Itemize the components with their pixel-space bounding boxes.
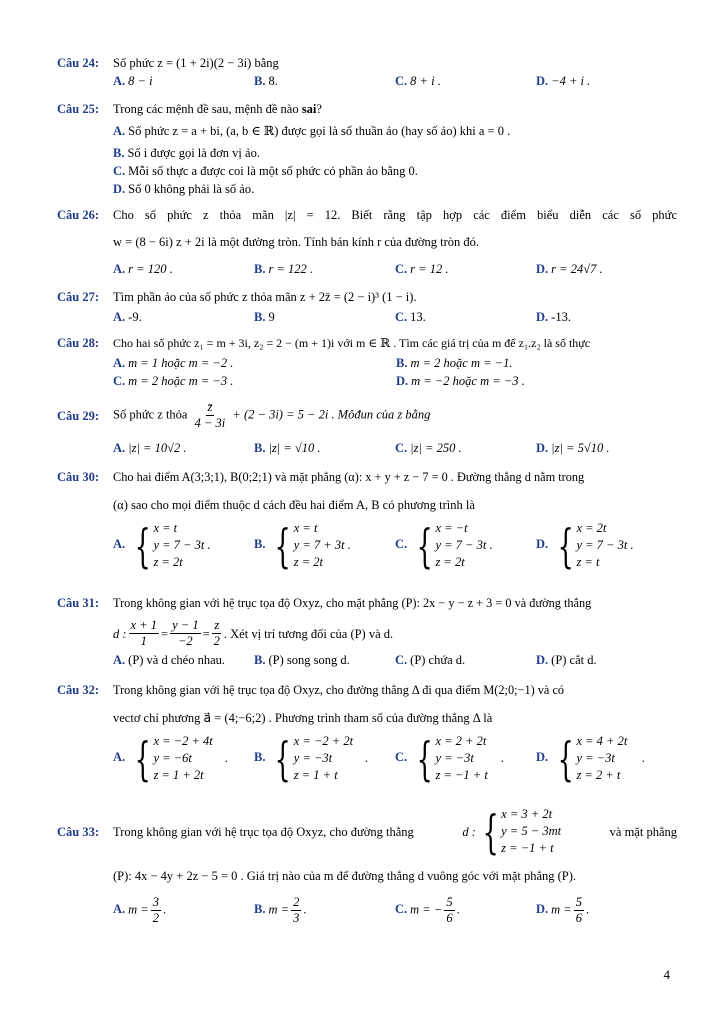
option-d: D. { x = 2t y = 7 − 3t . z = t bbox=[536, 518, 634, 573]
option-b: B. 8. bbox=[254, 74, 278, 88]
equation-system: { x = t y = 7 − 3t . z = 2t bbox=[134, 518, 211, 573]
question-text: Số phức z = (1 + 2i)(2 − 3i) bằng bbox=[113, 56, 279, 70]
question-24 bbox=[57, 54, 677, 90]
equation-system: { x = t y = 7 + 3t . z = 2t bbox=[275, 518, 351, 573]
question-text: Cho hai điểm A(3;3;1), B(0;2;1) và mặt phẳng (α): x + y + z − 7 = 0 . Đường thẳng d nằm trong bbox=[113, 470, 585, 484]
question-label: Câu 24: bbox=[57, 56, 100, 70]
option-c: C. m = − $\frac{5}{6}$ . bbox=[395, 895, 460, 925]
question-33 bbox=[57, 806, 677, 926]
question-text: Trong không gian với hệ trục tọa độ Oxyz, cho đường thẳng Δ đi qua điểm M(2;0;−1) và có bbox=[113, 683, 565, 697]
question-text-cont: d : $\frac{x + 1}{1}$ = $\frac{y - 1}{-2}$ = $\frac{z}{2}$ . Xét vị trí tương đối của (P) và d. bbox=[113, 618, 394, 648]
question-text: Tìm phần ảo của số phức z thỏa mãn z + 2z̄ = (2 − i)³ (1 − i). bbox=[113, 290, 417, 304]
question-label: Câu 33: bbox=[57, 824, 100, 839]
question-text-cont: vectơ chỉ phương a⃗ = (4;−6;2) . Phương trình tham số của đường thẳng Δ là bbox=[113, 711, 493, 725]
option-b: B. (P) song song d. bbox=[254, 653, 350, 667]
option-d: D. { x = 4 + 2t y = −3t . z = 2 + t bbox=[536, 731, 646, 786]
option-b: B. 9 bbox=[254, 310, 275, 324]
question-28 bbox=[57, 334, 677, 390]
equation-system: { x = 2 + 2t y = −3t . z = −1 + t bbox=[416, 731, 505, 786]
question-text: Cho hai số phức z₁ = m + 3i, z₂ = 2 − (m + 1)i với m ∈ ℝ . Tìm các giá trị của m để z₁.z₂ là số thực bbox=[113, 336, 591, 350]
equation-system: { x = 2t y = 7 − 3t . z = t bbox=[557, 518, 634, 573]
option-d: D. (P) cắt d. bbox=[536, 653, 597, 667]
option-d: D. r = 24√7 . bbox=[536, 262, 603, 276]
option-b: B. m = $\frac{2}{3}$ . bbox=[254, 895, 307, 925]
option-b: B. r = 122 . bbox=[254, 262, 314, 276]
option-a: A. (P) và d chéo nhau. bbox=[113, 653, 226, 667]
option-d: D. m = $\frac{5}{6}$ . bbox=[536, 895, 590, 925]
page-number: 4 bbox=[663, 967, 670, 982]
option-b: B. Số i được gọi là đơn vị ảo. bbox=[113, 146, 260, 160]
option-d: D. m = −2 hoặc m = −3 . bbox=[396, 374, 525, 388]
question-27 bbox=[57, 288, 677, 326]
question-text-cont: (P): 4x − 4y + 2z − 5 = 0 . Giá trị nào của m để đường thẳng d vuông góc với mặt phẳng (P). bbox=[113, 869, 577, 883]
equation-system: { x = −2 + 4t y = −6t . z = 1 + 2t bbox=[134, 731, 229, 786]
option-c: C. Mỗi số thực a được coi là một số phức có phần ảo bằng 0. bbox=[113, 164, 418, 178]
question-label: Câu 28: bbox=[57, 336, 100, 350]
question-text: Số phức z thỏa $\frac{z̄}{4 - 3i}$ + (2 − 3i) = 5 − 2i . Môđun của z bằng bbox=[113, 400, 431, 430]
option-c: C. m = 2 hoặc m = −3 . bbox=[113, 374, 234, 388]
option-a: A. m = $\frac{3}{2}$ . bbox=[113, 895, 167, 925]
option-b: B. |z| = √10 . bbox=[254, 441, 321, 455]
option-c: C. { x = 2 + 2t y = −3t . z = −1 + t bbox=[395, 731, 505, 786]
option-c: C. r = 12 . bbox=[395, 262, 449, 276]
option-d: D. -13. bbox=[536, 310, 571, 324]
option-b: B. { x = −2 + 2t y = −3t . z = 1 + t bbox=[254, 731, 369, 786]
question-text: Trong không gian với hệ trục tọa độ Oxyz, cho mặt phẳng (P): 2x − y − z + 3 = 0 và đường thẳng bbox=[113, 596, 592, 610]
option-d: D. −4 + i . bbox=[536, 74, 591, 88]
option-c: C. (P) chứa d. bbox=[395, 653, 466, 667]
question-label: Câu 25: bbox=[57, 102, 100, 116]
option-c: C. 13. bbox=[395, 310, 426, 324]
question-label: Câu 26: bbox=[57, 208, 100, 222]
question-25 bbox=[57, 100, 677, 198]
option-d: D. Số 0 không phải là số ảo. bbox=[113, 182, 255, 196]
question-text-cont: (α) sao cho mọi điểm thuộc d cách đều hai điểm A, B có phương trình là bbox=[113, 498, 475, 512]
equation-system: { x = −2 + 2t y = −3t . z = 1 + t bbox=[275, 731, 369, 786]
option-a: A. { x = t y = 7 − 3t . z = 2t bbox=[113, 518, 211, 573]
question-26 bbox=[57, 206, 677, 278]
option-c: C. |z| = 250 . bbox=[395, 441, 462, 455]
question-text: Trong không gian với hệ trục tọa độ Oxyz, cho đường thẳng d : { x = 3 + 2t y = 5 − 3mt z = −1 + t và mặt phẳng bbox=[113, 804, 677, 859]
option-d: D. |z| = 5√10 . bbox=[536, 441, 610, 455]
question-30 bbox=[57, 468, 677, 571]
option-a: A. r = 120 . bbox=[113, 262, 173, 276]
equation-system: { x = 4 + 2t y = −3t . z = 2 + t bbox=[557, 731, 646, 786]
question-label: Câu 29: bbox=[57, 408, 100, 423]
question-text-cont: w = (8 − 6i) z + 2i là một đường tròn. Tính bán kính r của đường tròn đó. bbox=[113, 235, 480, 249]
equation-system: { x = 3 + 2t y = 5 − 3mt z = −1 + t bbox=[482, 804, 562, 859]
question-label: Câu 31: bbox=[57, 596, 100, 610]
question-label: Câu 32: bbox=[57, 683, 100, 697]
fraction: $\frac{z̄}{4 - 3i}$ bbox=[194, 400, 226, 430]
option-a: A. { x = −2 + 4t y = −6t . z = 1 + 2t bbox=[113, 731, 229, 786]
question-31 bbox=[57, 594, 677, 669]
option-b: B. m = 2 hoặc m = −1. bbox=[396, 356, 513, 370]
option-b: B. { x = t y = 7 + 3t . z = 2t bbox=[254, 518, 351, 573]
question-label: Câu 27: bbox=[57, 290, 100, 304]
question-29 bbox=[57, 400, 677, 457]
question-label: Câu 30: bbox=[57, 470, 100, 484]
equation-system: { x = −t y = 7 − 3t . z = 2t bbox=[416, 518, 493, 573]
option-a: A. m = 1 hoặc m = −2 . bbox=[113, 356, 234, 370]
option-c: C. 8 + i . bbox=[395, 74, 441, 88]
question-text: Cho số phức z thỏa mãn |z| = 12. Biết rằng tập hợp các điểm biểu diễn các số phức bbox=[113, 208, 677, 222]
option-a: A. -9. bbox=[113, 310, 142, 324]
question-32 bbox=[57, 681, 677, 784]
option-a: A. Số phức z = a + bi, (a, b ∈ ℝ) được gọi là số thuần ảo (hay số ảo) khi a = 0 . bbox=[113, 124, 511, 138]
option-c: C. { x = −t y = 7 − 3t . z = 2t bbox=[395, 518, 493, 573]
option-a: A. |z| = 10√2 . bbox=[113, 441, 187, 455]
question-text: Trong các mệnh đề sau, mệnh đề nào sai? bbox=[113, 102, 322, 116]
option-a: A. 8 − i bbox=[113, 74, 153, 88]
